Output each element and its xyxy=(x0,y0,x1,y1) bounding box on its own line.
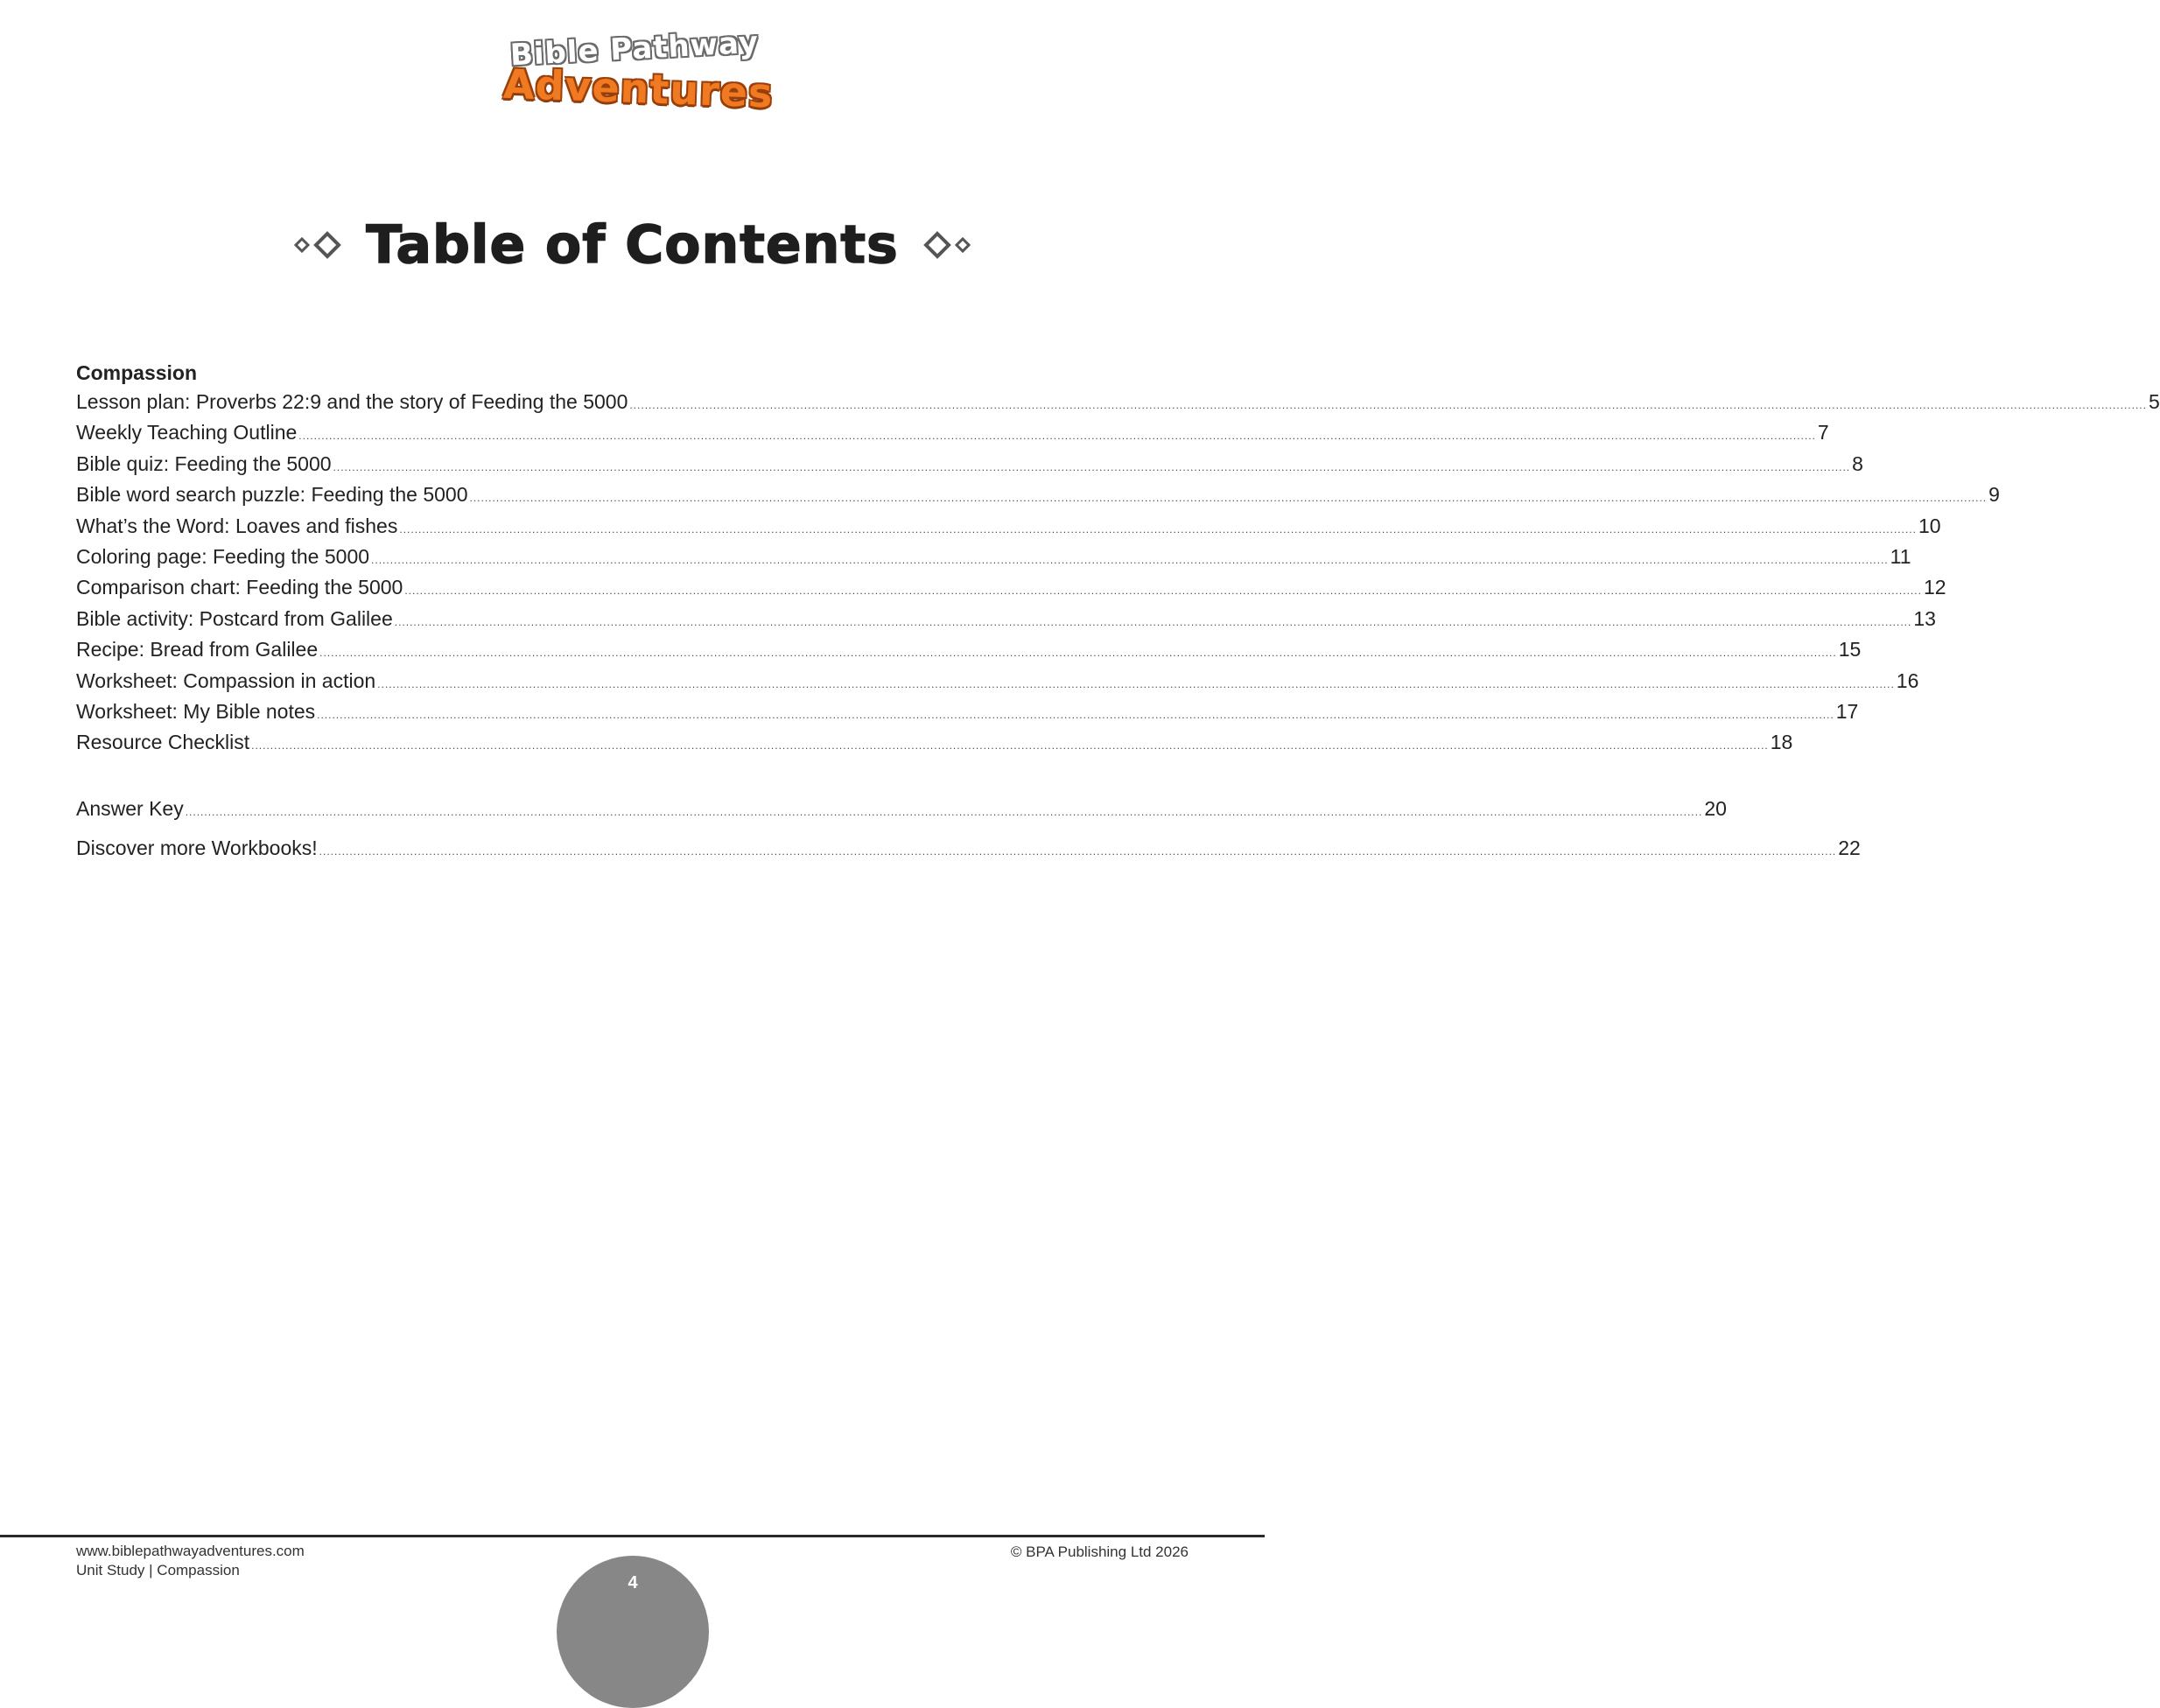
toc-leader-dots: ................................................................................................................................................................................................................................................................................................................................................................................................................ xyxy=(394,615,1912,628)
toc-entry[interactable] xyxy=(76,604,1936,634)
logo-line-2: Adventures xyxy=(502,60,775,117)
toc-entry-page: 18 xyxy=(1770,731,1793,754)
toc-entry-page: 17 xyxy=(1835,699,1859,723)
toc-leader-dots: ................................................................................................................................................................................................................................................................................................................................................................................................................ xyxy=(469,492,1988,505)
toc-entry[interactable] xyxy=(76,417,1829,448)
toc-entry-page: 15 xyxy=(1838,638,1862,662)
toc-entry-label: Worksheet: My Bible notes xyxy=(76,699,316,723)
footer-website[interactable]: www.biblepathwayadventures.com xyxy=(76,1543,305,1559)
toc-entry-label: What’s the Word: Loaves and fishes xyxy=(76,514,398,537)
toc-entry[interactable] xyxy=(76,727,1793,758)
toc-leader-dots: ................................................................................................................................................................................................................................................................................................................................................................................................................ xyxy=(371,553,1889,566)
toc-entry[interactable] xyxy=(76,449,1863,480)
page-title: Table of Contents xyxy=(366,214,899,276)
toc-entry-label: Bible activity: Postcard from Galilee xyxy=(76,606,393,630)
toc-entry-label: Resource Checklist xyxy=(76,731,250,754)
toc-entry-label: Bible quiz: Feeding the 5000 xyxy=(76,452,332,475)
toc-leader-dots: ................................................................................................................................................................................................................................................................................................................................................................................................................ xyxy=(333,460,1851,473)
brand-logo xyxy=(502,24,775,117)
toc-entry-page: 12 xyxy=(1923,576,1946,599)
toc-entry-label: Coloring page: Feeding the 5000 xyxy=(76,544,370,568)
toc-entry-label: Worksheet: Compassion in action xyxy=(76,668,376,692)
toc-leader-dots: ................................................................................................................................................................................................................................................................................................................................................................................................................ xyxy=(319,647,1837,660)
toc-leader-dots: ................................................................................................................................................................................................................................................................................................................................................................................................................ xyxy=(251,739,1769,752)
table-of-contents xyxy=(76,359,2160,868)
footer-left xyxy=(76,1542,305,1580)
diamond-ornament-left-icon xyxy=(292,230,347,260)
toc-leader-dots: ................................................................................................................................................................................................................................................................................................................................................................................................................ xyxy=(629,399,2147,411)
footer-subtitle: Unit Study | Compassion xyxy=(76,1562,240,1578)
toc-entry-page: 9 xyxy=(1988,483,2000,507)
toc-entry-label: Bible word search puzzle: Feeding the 5000 xyxy=(76,483,468,507)
page-number: 4 xyxy=(628,1573,638,1592)
toc-entry-label: Discover more Workbooks! xyxy=(76,836,318,859)
toc-leader-dots: ................................................................................................................................................................................................................................................................................................................................................................................................................ xyxy=(319,844,1837,858)
toc-spacer xyxy=(76,759,1186,789)
toc-entry-page: 5 xyxy=(2148,390,2160,413)
toc-leader-dots: ................................................................................................................................................................................................................................................................................................................................................................................................................ xyxy=(377,677,1895,690)
toc-entry-label: Comparison chart: Feeding the 5000 xyxy=(76,576,403,599)
toc-entry-page: 7 xyxy=(1817,421,1829,444)
title-row xyxy=(0,210,1265,280)
toc-entry[interactable] xyxy=(76,789,1727,829)
toc-leader-dots: ................................................................................................................................................................................................................................................................................................................................................................................................................ xyxy=(317,708,1834,721)
toc-entry[interactable] xyxy=(76,387,2160,417)
toc-leader-dots: ................................................................................................................................................................................................................................................................................................................................................................................................................ xyxy=(298,430,1816,443)
toc-entry[interactable] xyxy=(76,511,1941,542)
toc-leader-dots: ................................................................................................................................................................................................................................................................................................................................................................................................................ xyxy=(399,522,1917,536)
toc-entry-page: 20 xyxy=(1704,796,1727,820)
toc-entry-label: Lesson plan: Proverbs 22:9 and the story of Feeding the 5000 xyxy=(76,390,628,413)
toc-extra-list xyxy=(76,789,1861,868)
toc-entry[interactable] xyxy=(76,666,1919,696)
toc-entry[interactable] xyxy=(76,480,2000,510)
toc-entry-page: 13 xyxy=(1913,606,1936,630)
toc-leader-dots: ................................................................................................................................................................................................................................................................................................................................................................................................................ xyxy=(404,584,1922,598)
toc-entry[interactable] xyxy=(76,572,1946,603)
toc-entry-page: 11 xyxy=(1890,544,1911,568)
toc-entry[interactable] xyxy=(76,634,1862,665)
diamond-ornament-right-icon xyxy=(918,230,972,260)
toc-entry-label: Answer Key xyxy=(76,796,184,820)
toc-section-heading: Compassion xyxy=(76,361,198,384)
toc-entry[interactable] xyxy=(76,829,1861,868)
toc-entry-list xyxy=(76,387,2160,759)
toc-entry-page: 10 xyxy=(1918,514,1941,537)
toc-entry-page: 22 xyxy=(1838,836,1861,859)
footer-divider xyxy=(0,1535,1265,1537)
toc-entry[interactable] xyxy=(76,542,1911,572)
toc-leader-dots: ................................................................................................................................................................................................................................................................................................................................................................................................................ xyxy=(185,805,1703,818)
toc-entry-page: 16 xyxy=(1896,668,1919,692)
toc-entry-label: Weekly Teaching Outline xyxy=(76,421,298,444)
toc-entry[interactable] xyxy=(76,696,1859,727)
toc-entry-label: Recipe: Bread from Galilee xyxy=(76,638,319,662)
logo-line-1: Bible Pathway xyxy=(508,24,761,74)
toc-entry-page: 8 xyxy=(1852,452,1863,475)
footer-copyright: © BPA Publishing Ltd 2026 xyxy=(1010,1544,1189,1560)
